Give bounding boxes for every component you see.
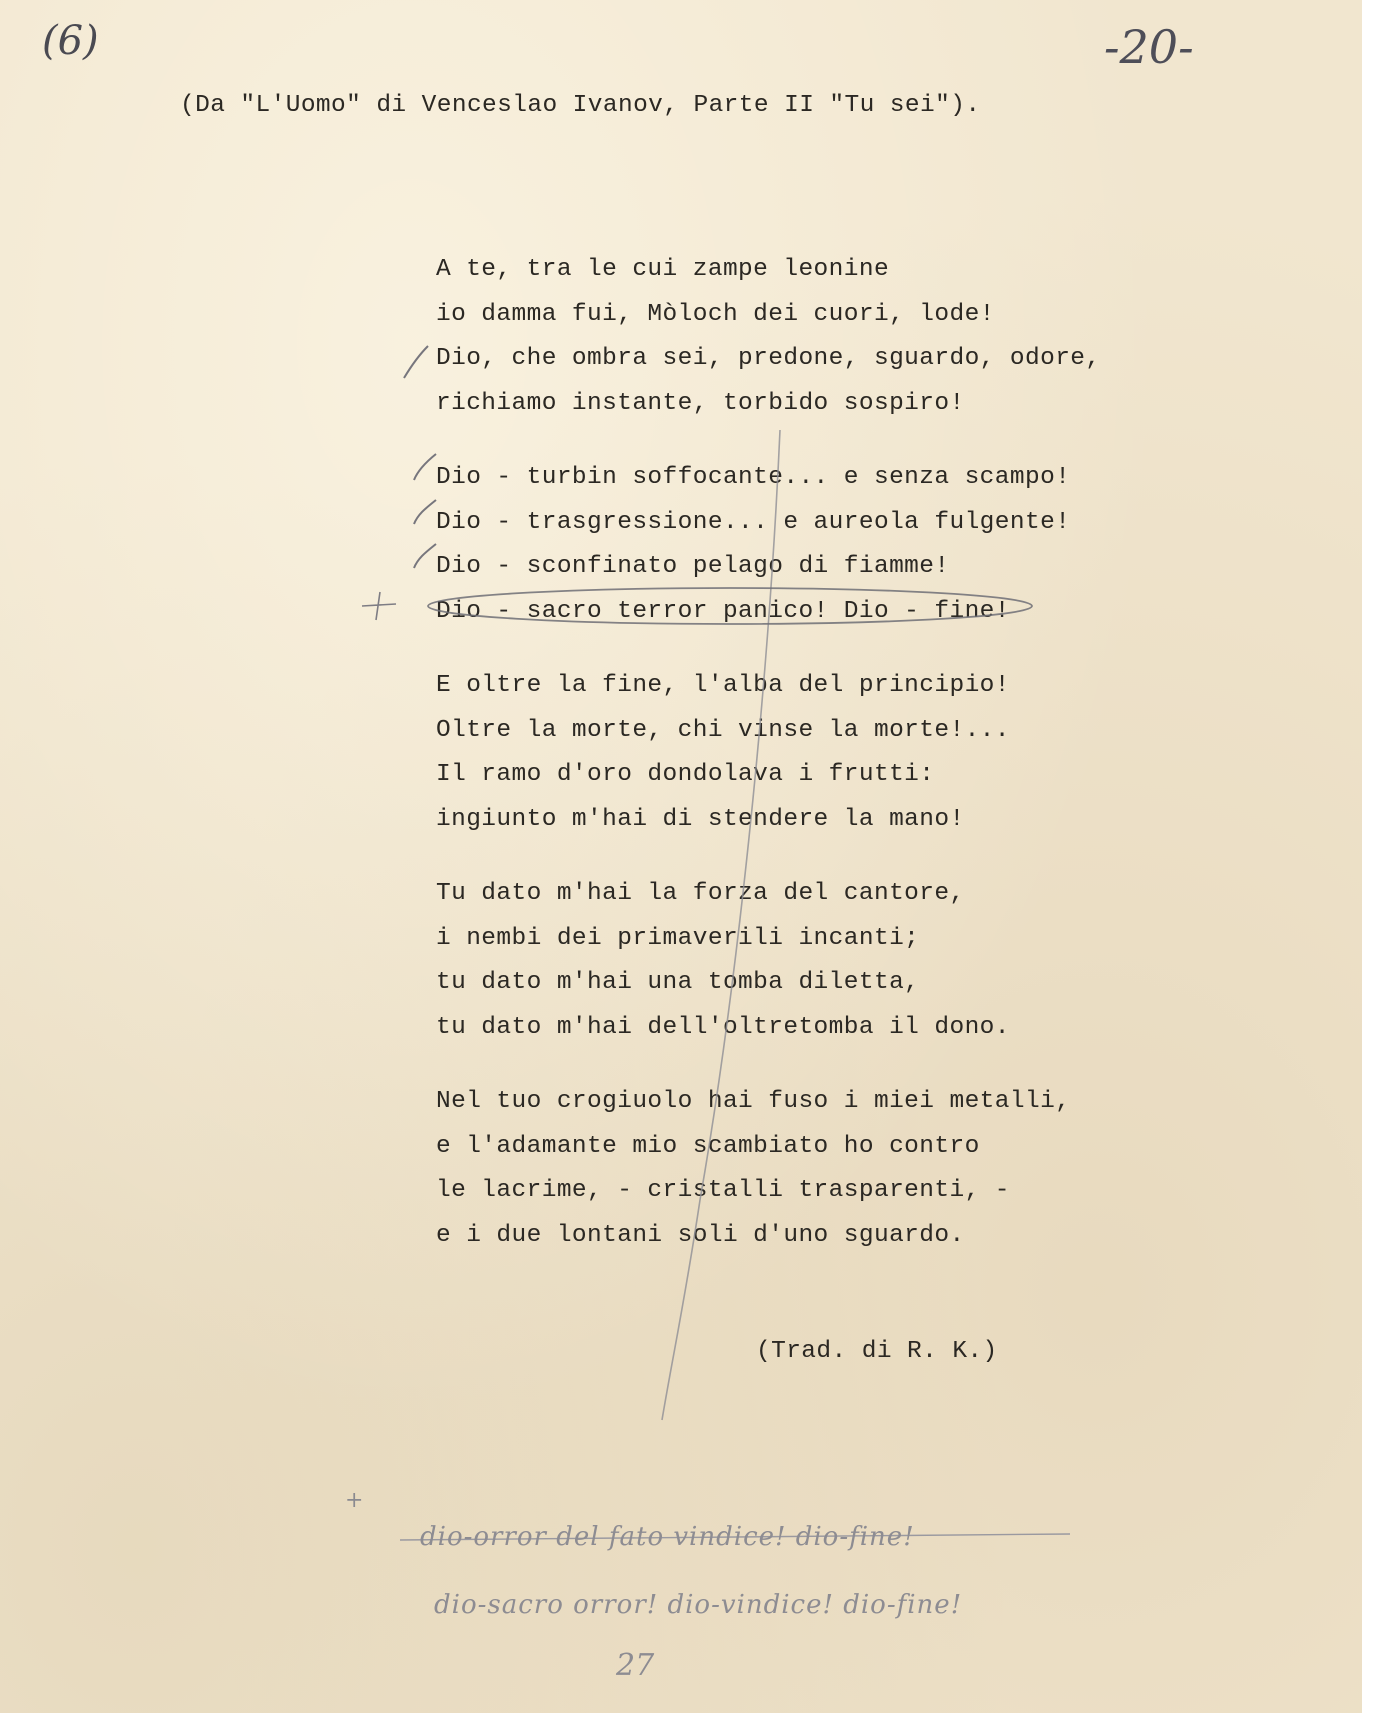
poem-line: Oltre la morte, chi vinse la morte!... (436, 716, 1010, 744)
scan-margin-right (1362, 0, 1374, 1721)
poem-line: Dio - sconfinato pelago di fiamme! (436, 553, 950, 580)
poem-line: Tu dato m'hai la forza del cantore, (436, 880, 965, 907)
poem-line: E oltre la fine, l'alba del principio! (436, 672, 1010, 699)
poem-body (436, 248, 1136, 1288)
poem-line: Dio - trasgressione... e aureola fulgente! (436, 508, 1071, 536)
stanza-2 (436, 456, 1136, 634)
margin-tick-mark (414, 454, 436, 480)
poem-line: io damma fui, Mòloch dei cuori, lode! (436, 300, 995, 328)
scan-margin-bottom (0, 1713, 1374, 1721)
margin-tick-mark (414, 500, 436, 524)
poem-line: Nel tuo crogiuolo hai fuso i miei metalli, (436, 1088, 1071, 1115)
poem-line-circled: Dio - sacro terror panico! Dio - fine! (436, 597, 1010, 625)
margin-tick-mark (414, 544, 436, 568)
handwritten-page-number: 27 (616, 1648, 655, 1683)
poem-line: i nembi dei primaverili incanti; (436, 924, 920, 952)
poem-line: e i due lontani soli d'uno sguardo. (436, 1221, 965, 1249)
poem-line: Dio, che ombra sei, predone, sguardo, odore, (436, 345, 1101, 372)
handwritten-note-struck: dio-orror del fato vindice! dio-fine! (420, 1522, 915, 1552)
stanza-3 (436, 664, 1136, 842)
translator-credit: (Trad. di R. K.) (756, 1338, 998, 1365)
stanza-5 (436, 1080, 1136, 1258)
handwritten-note: dio-sacro orror! dio-vindice! dio-fine! (434, 1590, 963, 1620)
poem-line: A te, tra le cui zampe leonine (436, 256, 890, 283)
stanza-1 (436, 248, 1136, 426)
folio-number-right: -20- (1104, 20, 1194, 74)
poem-line: e l'adamante mio scambiato ho contro (436, 1132, 980, 1160)
source-header: (Da "L'Uomo" di Venceslao Ivanov, Parte II "Tu sei"). (180, 92, 981, 119)
stanza-4 (436, 872, 1136, 1050)
margin-plus-mark (362, 592, 396, 620)
poem-line: tu dato m'hai una tomba diletta, (436, 969, 920, 996)
poem-line: Il ramo d'oro dondolava i frutti: (436, 761, 935, 788)
note-plus-mark: + (345, 1488, 364, 1513)
folio-number-left: (6) (42, 18, 99, 64)
poem-line: richiamo instante, torbido sospiro! (436, 389, 965, 417)
margin-tick-mark (404, 346, 428, 378)
poem-line: tu dato m'hai dell'oltretomba il dono. (436, 1013, 1010, 1041)
poem-line: ingiunto m'hai di stendere la mano! (436, 805, 965, 833)
poem-line: le lacrime, - cristalli trasparenti, - (436, 1177, 1010, 1204)
poem-line: Dio - turbin soffocante... e senza scampo! (436, 464, 1071, 491)
